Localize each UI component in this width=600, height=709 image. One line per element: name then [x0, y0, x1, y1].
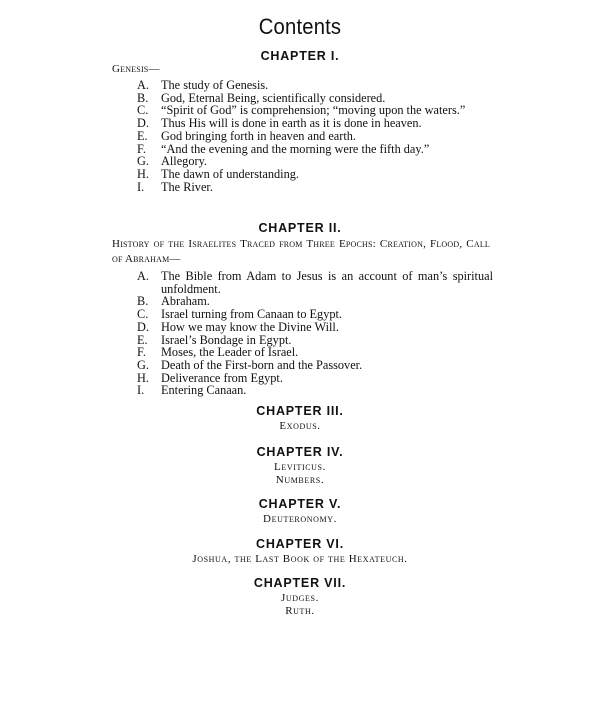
chapter-7-line: Judges.	[281, 592, 319, 604]
item-text: “And the evening and the morning were the fifth day.”	[161, 141, 430, 156]
chapter-1-items	[137, 79, 493, 193]
list-item	[137, 321, 493, 334]
item-text: God, Eternal Being, scientifically considered.	[161, 90, 386, 105]
chapter-1-heading: CHAPTER I.	[260, 49, 340, 63]
chapter-5-heading: CHAPTER V.	[258, 497, 342, 511]
list-item	[137, 181, 493, 194]
item-text: How we may know the Divine Will.	[161, 319, 339, 334]
item-text: Israel’s Bondage in Egypt.	[161, 332, 292, 347]
list-item	[137, 308, 493, 321]
chapter-2-section-heading: History of the Israelites Traced from Three Epochs: Creation, Flood, Call of Abraham—	[112, 238, 490, 265]
item-letter: A.	[137, 269, 149, 283]
item-letter: G.	[137, 357, 149, 372]
item-text: Death of the First-born and the Passover.	[161, 357, 363, 372]
list-item	[137, 168, 493, 181]
item-letter: F.	[137, 141, 146, 156]
item-text: The dawn of understanding.	[161, 166, 299, 181]
chapter-6-line: Joshua, the Last Book of the Hexateuch.	[192, 553, 408, 565]
chapter-7-heading: CHAPTER VII.	[253, 576, 347, 590]
item-letter: B.	[137, 90, 149, 105]
item-text: The River.	[161, 179, 213, 194]
list-item	[137, 79, 493, 92]
chapter-4-line: Leviticus.	[274, 461, 326, 473]
item-letter: I.	[137, 383, 145, 398]
list-item	[137, 270, 493, 295]
list-item	[137, 117, 493, 130]
item-text: Israel turning from Canaan to Egypt.	[161, 307, 342, 322]
chapter-2-heading: CHAPTER II.	[258, 221, 342, 235]
item-text: The Bible from Adam to Jesus is an account of man’s spiritual unfoldment.	[161, 269, 493, 296]
item-letter: A.	[137, 78, 149, 92]
item-text: Allegory.	[161, 154, 207, 169]
item-letter: B.	[137, 294, 149, 309]
item-letter: C.	[137, 103, 149, 118]
list-item	[137, 130, 493, 143]
chapter-6-heading: CHAPTER VI.	[256, 537, 344, 551]
chapter-1-section-heading: Genesis—	[112, 63, 160, 75]
page-title: Contents	[258, 14, 342, 39]
chapter-4-heading: CHAPTER IV.	[256, 445, 344, 459]
item-text: Deliverance from Egypt.	[161, 370, 283, 385]
item-text: “Spirit of God” is comprehension; “moving upon the waters.”	[161, 103, 466, 118]
item-letter: F.	[137, 345, 146, 360]
chapter-5-line: Deuteronomy.	[263, 513, 337, 525]
chapter-2-items	[137, 270, 493, 397]
item-letter: I.	[137, 179, 145, 194]
item-letter: E.	[137, 332, 148, 347]
chapter-7-line: Ruth.	[285, 605, 315, 617]
item-text: The study of Genesis.	[161, 78, 269, 92]
chapter-3-line: Exodus.	[279, 420, 321, 432]
item-text: God bringing forth in heaven and earth.	[161, 128, 356, 143]
item-letter: D.	[137, 319, 149, 334]
item-text: Abraham.	[161, 294, 210, 309]
item-letter: H.	[137, 166, 149, 181]
item-text: Thus His will is done in earth as it is done in heaven.	[161, 116, 422, 131]
item-letter: D.	[137, 116, 149, 131]
list-item	[137, 359, 493, 372]
chapter-3-heading: CHAPTER III.	[256, 404, 344, 418]
item-letter: E.	[137, 128, 148, 143]
chapter-4-line: Numbers.	[275, 474, 325, 486]
item-text: Moses, the Leader of Israel.	[161, 345, 299, 360]
item-text: Entering Canaan.	[161, 383, 247, 398]
list-item	[137, 384, 493, 397]
item-letter: G.	[137, 154, 149, 169]
item-letter: H.	[137, 370, 149, 385]
item-letter: C.	[137, 307, 149, 322]
